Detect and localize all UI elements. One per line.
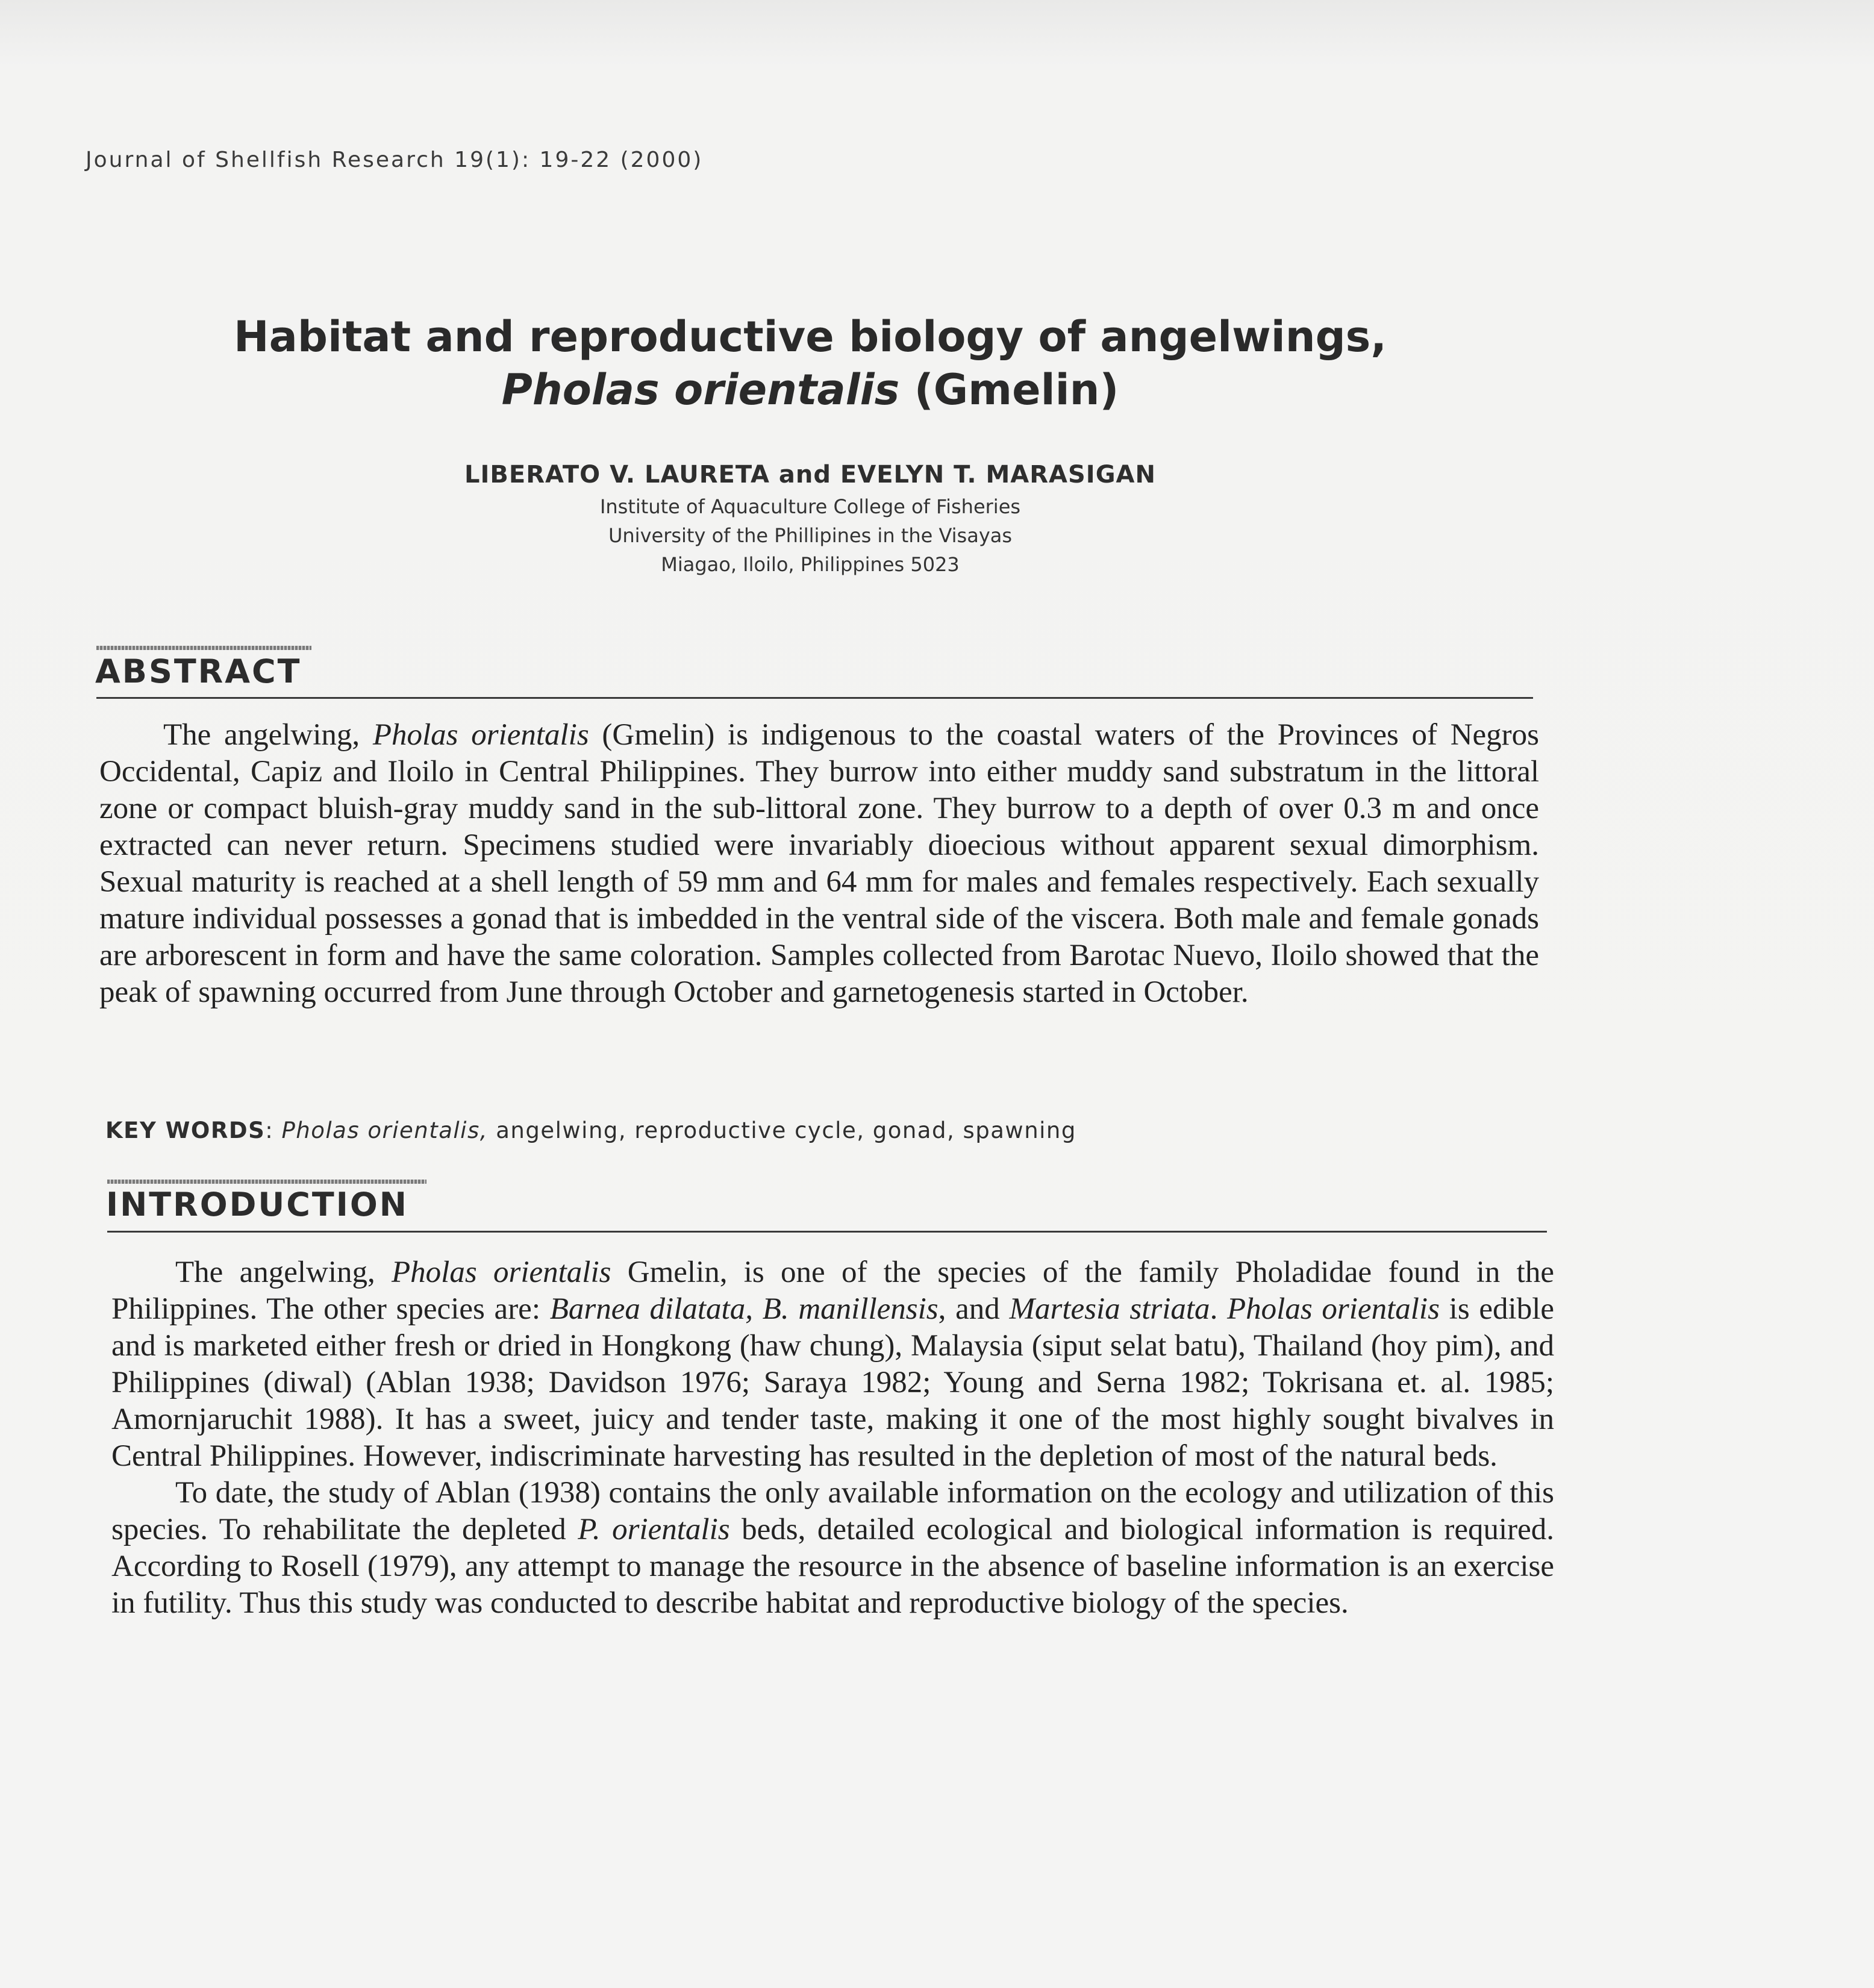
affiliation-line-2: University of the Phillipines in the Visayas — [608, 524, 1013, 547]
intro-p1-species-2: Barnea dilatata, B. manillensis — [549, 1292, 939, 1326]
intro-p2-text-b: beds, detailed ecological and biological information is required. According to Rosell (1979), any attempt to manage the resource in the absence of baseline information is an exercise in futility. Thus this study was conducted to describe habitat and reproductive biology of the species. — [111, 1513, 1555, 1620]
abstract-heading-bar — [96, 646, 311, 650]
introduction-paragraph-1 — [111, 1254, 1554, 1475]
introduction-body — [111, 1254, 1554, 1622]
intro-p1-text-b: Gmelin, is one of the species of the family Pholadidae found in the Philippines. The other species are: — [111, 1255, 1554, 1326]
intro-p1-text-c: , and — [938, 1292, 1010, 1326]
author-list: LIBERATO V. LAURETA and EVELYN T. MARASIGAN — [464, 461, 1156, 489]
intro-p1-text-e: is edible and is marketed either fresh or dried in Hongkong (haw chung), Malaysia (siput selat batu), Thailand (hoy pim), and Philippines (diwal) (Ablan 1938; Davidson 1976; Saraya 1982; Young and Serna 1982; Tokrisana et. al. 1985; Amornjaruchit 1988). It has a sweet, juicy and tender taste, making it one of the most highly sought bivalves in Central Philippines. However, indiscriminate harvesting has resulted in the depletion of most of the natural beds. — [111, 1292, 1554, 1473]
introduction-heading: INTRODUCTION — [106, 1186, 408, 1224]
keywords-line — [105, 1117, 1076, 1143]
title-species-author: (Gmelin) — [899, 365, 1119, 414]
abstract-text-b: (Gmelin) is indigenous to the coastal waters of the Provinces of Negros Occidental, Capiz and Iloilo in Central Philippines. They burrow into either muddy sand substratum in the littoral zone or compact bluish-gray muddy sand in the sub-littoral zone. They burrow to a depth of over 0.3 m and once extracted can never return. Specimens studied were invariably dioecious without apparent sexual dimorphism. Sexual maturity is reached at a shell length of 59 mm and 64 mm for males and females respectively. Each sexually mature individual possesses a gonad that is imbedded in the ventral side of the viscera. Both male and female gonads are arborescent in form and have the same coloration. Samples collected from Barotac Nuevo, Iloilo showed that the peak of spawning occurred from June through October and garnetogenesis started in October. — [99, 718, 1539, 1009]
intro-p1-species-3: Martesia striata — [1009, 1292, 1210, 1326]
abstract-paragraph — [99, 717, 1539, 1011]
intro-p2-text-a: To date, the study of Ablan (1938) contains the only available information on the ecology and utilization of this species. To rehabilitate the depleted — [111, 1476, 1554, 1546]
title-species: Pholas orientalis — [501, 365, 900, 414]
affiliation-line-1: Institute of Aquaculture College of Fisheries — [599, 495, 1021, 518]
abstract-rule — [96, 697, 1533, 699]
intro-p1-species-4: Pholas orientalis — [1227, 1292, 1440, 1326]
title-line-1: Habitat and reproductive biology of angelwings, — [234, 312, 1387, 361]
keywords-species: Pholas orientalis, — [281, 1117, 488, 1143]
abstract-heading: ABSTRACT — [95, 652, 302, 690]
abstract-text-a: The angelwing, — [163, 718, 373, 752]
journal-citation: Journal of Shellfish Research 19(1): 19-22 (2000) — [86, 148, 704, 172]
affiliation-line-3: Miagao, Iloilo, Philippines 5023 — [661, 553, 960, 576]
intro-p1-species-1: Pholas orientalis — [392, 1255, 611, 1289]
introduction-rule — [107, 1231, 1547, 1233]
intro-p2-species: P. orientalis — [578, 1513, 730, 1546]
keywords-separator: : — [265, 1117, 282, 1143]
title-line-2 — [0, 363, 1620, 416]
introduction-heading-bar — [107, 1180, 426, 1184]
abstract-species: Pholas orientalis — [372, 718, 589, 752]
intro-p1-text-a: The angelwing, — [175, 1255, 392, 1289]
keywords-list: angelwing, reproductive cycle, gonad, spawning — [488, 1117, 1076, 1143]
intro-p1-text-d: . — [1210, 1292, 1228, 1326]
paper-title — [0, 310, 1620, 416]
keywords-label: KEY WORDS — [105, 1117, 266, 1143]
introduction-paragraph-2 — [111, 1475, 1554, 1622]
abstract-body — [99, 717, 1539, 1011]
